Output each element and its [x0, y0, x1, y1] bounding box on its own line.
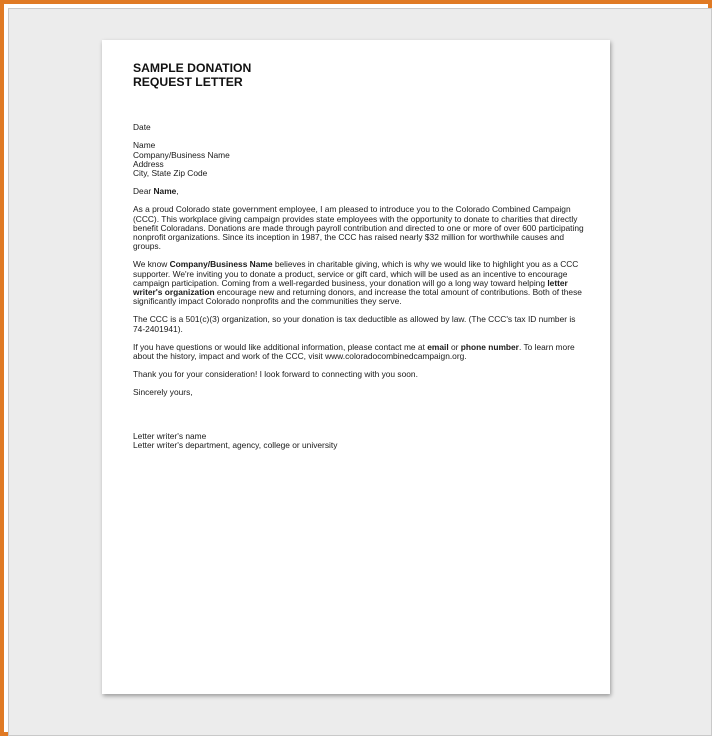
paragraph-contact-text-1: If you have questions or would like additional information, please contact me at: [133, 341, 428, 352]
paragraph-contact: [133, 343, 585, 361]
paragraph-request-text-3: encourage new and returning donors, and increase the total amount of contributions. Both of these significantly impact Colorado nonprofits and the communities they serve.: [133, 287, 582, 307]
greeting-name: Name: [153, 186, 177, 197]
paragraph-contact-text-2: or: [448, 341, 461, 352]
signature-name: Letter writer's name: [133, 430, 207, 441]
recipient-company: Company/Business Name: [133, 149, 230, 160]
title-line-2: REQUEST LETTER: [133, 74, 243, 89]
letter-title: [133, 62, 585, 89]
recipient-street: Address: [133, 158, 164, 169]
paragraph-tax: The CCC is a 501(c)(3) organization, so your donation is tax deductible as allowed by law. (The CCC's tax ID number is 74-2401941).: [133, 314, 576, 334]
greeting-suffix: ,: [176, 186, 179, 197]
signature-block: [133, 432, 585, 450]
paragraph-request: [133, 260, 585, 306]
letter-content: [133, 62, 585, 450]
title-line-1: SAMPLE DONATION: [133, 61, 252, 75]
greeting-prefix: Dear: [133, 186, 154, 197]
recipient-address: [133, 141, 585, 178]
signature-department: Letter writer's department, agency, college or university: [133, 439, 338, 450]
paragraph-thanks: Thank you for your consideration! I look forward to connecting with you soon.: [133, 369, 418, 380]
organization-bold: letter writer's organization: [133, 277, 568, 298]
company-name-bold: Company/Business Name: [169, 259, 273, 270]
phone-number-bold: phone number: [460, 341, 519, 352]
recipient-name: Name: [133, 140, 156, 151]
paragraph-request-text-1: We know: [133, 259, 170, 270]
paragraph-request-text-2: believes in charitable giving, which is why we would like to highlight you as a CCC supporter. We're inviting you to donate a product, service or gift card, which will be used as an incentive to encourage campaign participation. Coming from a well-regarded business, your donation will go a long way toward helping: [133, 259, 579, 288]
letter-page: [102, 40, 610, 694]
greeting: [133, 187, 585, 196]
email-bold: email: [427, 341, 449, 352]
letter-date: Date: [133, 122, 151, 133]
closing: Sincerely yours,: [133, 387, 193, 398]
paragraph-contact-text-3: . To learn more about the history, impact and work of the CCC, visit www.coloradocombinedcampaign.org.: [133, 341, 575, 362]
recipient-city: City, State Zip Code: [133, 168, 208, 178]
paragraph-intro: As a proud Colorado state government employee, I am pleased to introduce you to the Colorado Combined Campaign (CCC). This workplace giving campaign provides state employees with the opportunity to donate to charities that directly benefit Coloradans. Donations are made through payroll contribution and directed to one or more of over 600 participating nonprofit organizations. Since its inception in 1987, the CCC has raised nearly $32 million for worthwhile causes and groups.: [133, 204, 584, 252]
